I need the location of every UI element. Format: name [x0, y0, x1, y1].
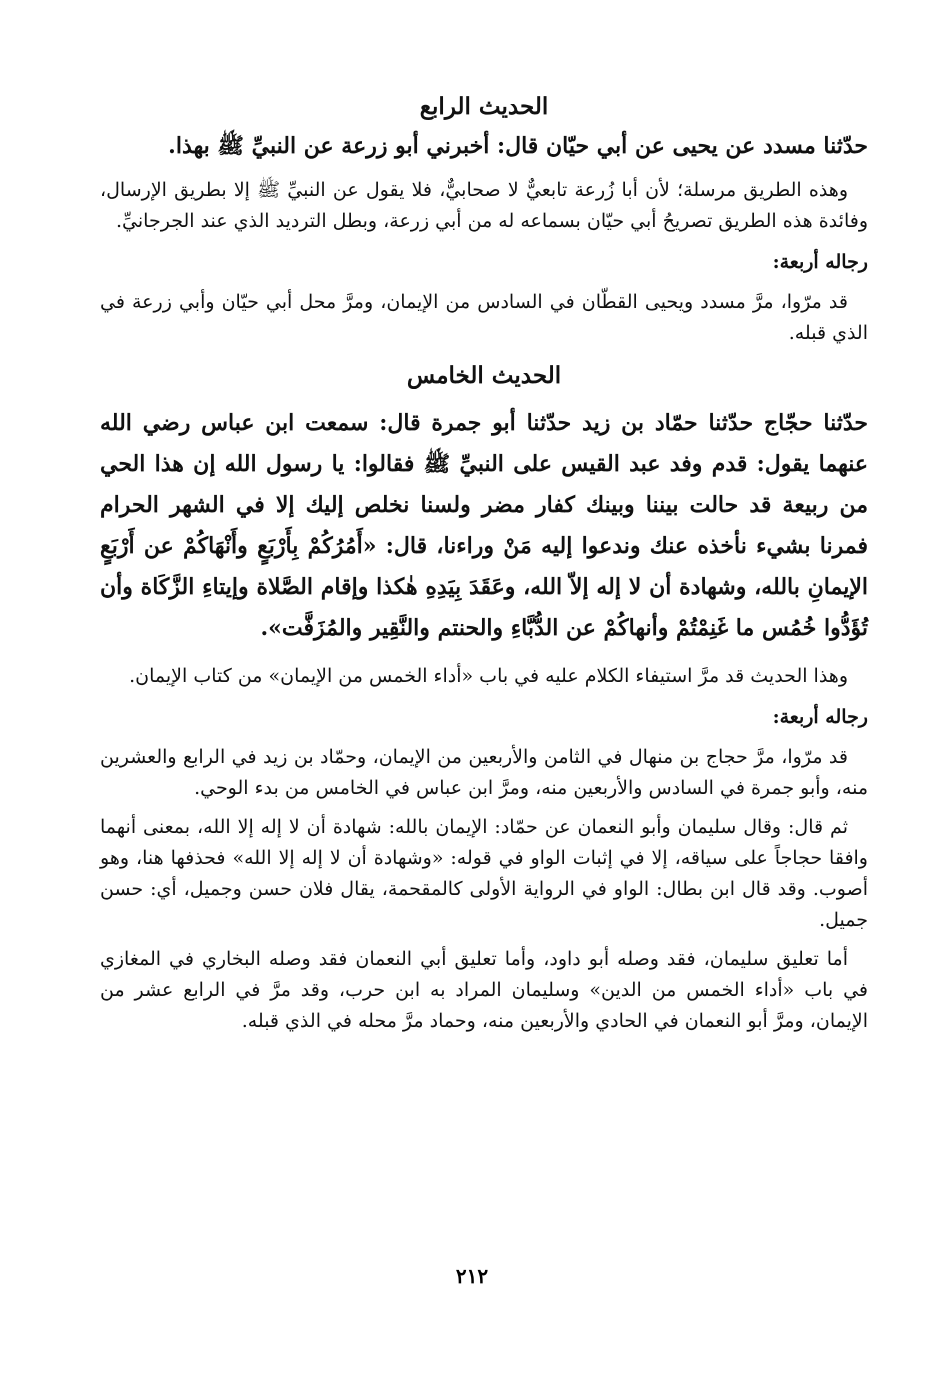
- spacer: [100, 237, 868, 245]
- spacer: [100, 395, 868, 403]
- hadith-text-fourth: حدّثنا مسدد عن يحيى عن أبي حيّان قال: أخبرني أبو زرعة عن النبيِّ ﷺ بهذا.: [168, 133, 868, 159]
- section-heading-fifth-hadith: الحديث الخامس: [406, 362, 562, 389]
- commentary-paragraph-4: أما تعليق سليمان، فقد وصله أبو داود، وأما تعليق أبي النعمان فقد وصله البخاري في المغازي في باب «أداء الخمس من الدين» وسليمان المراد به ابن حرب، وقد مرَّ في الرابع عشر من الإيمان، ومرَّ أبو النعمان في الحادي والأربعين منه، وحماد مرَّ محله في الذي قبله.: [100, 948, 868, 1032]
- spacer: [100, 349, 868, 357]
- spacer: [100, 649, 868, 661]
- commentary-paragraph-1: وهذه الطريق مرسلة؛ لأن أبا زُرعة تابعيٌّ لا صحابيٌّ، فلا يقول عن النبيِّ ﷺ إلا بطريق الإرسال، وفائدة هذه الطريق تصريحُ أبي حيّان بسماعه له من أبي زرعة، وبطل الترديد الذي عند الجرجانيِّ.: [100, 179, 868, 232]
- spacer: [100, 279, 868, 287]
- spacer: [100, 734, 868, 742]
- narrators-paragraph-2: قد مرّوا، مرَّ حجاج بن منهال في الثامن والأربعين من الإيمان، وحمّاد بن زيد في الرابع والعشرين منه، وأبو جمرة في السادس والأربعين منه، ومرَّ ابن عباس في الخامس من بدء الوحي.: [100, 746, 868, 799]
- narrators-subheading-1: رجاله أربعة:: [772, 251, 868, 273]
- commentary-paragraph-2: وهذا الحديث قد مرَّ استيفاء الكلام عليه في باب «أداء الخمس من الإيمان» من كتاب الإيمان.: [129, 665, 848, 687]
- page-number: ٢١٢: [455, 1266, 489, 1288]
- hadith-text-fifth: حدّثنا حجّاج حدّثنا حمّاد بن زيد حدّثنا أبو جمرة قال: سمعت ابن عباس رضي الله عنهما يقول: قدم وفد عبد القيس على النبيِّ ﷺ فقالوا: يا رسول الله إن هذا الحي من ربيعة قد حالت بيننا وبينك كفار مضر ولسنا نخلص إليك إلا في الشهر الحرام فمرنا بشيء نأخذه عنك وندعوا إليه مَنْ وراءنا، قال: «أَمُرُكُمْ بِأَرْبَعٍ وأَنْهَاكُمْ عن أَرْبَعٍ الإيمانِ بالله، وشهادة أن لا إله إلاّ الله، وعَقَدَ بِيَدِهِ هٰكذا وإقام الصَّلاة وإيتاءِ الزَّكَاة وأن تُؤَدُّوا خُمُس ما غَنِمْتُمْ وأنهاكُمْ عن الدُّبَّاءِ والحنتم والنَّقِير والمُزَفَّت».: [100, 410, 868, 641]
- narrators-paragraph-1: قد مرّوا، مرَّ مسدد ويحيى القطّان في السادس من الإيمان، ومرَّ محل أبي حيّان وأبي زرعة في الذي قبله.: [100, 291, 868, 344]
- spacer: [100, 692, 868, 700]
- spacer: [100, 936, 868, 944]
- section-heading-fourth-hadith: الحديث الرابع: [419, 93, 549, 120]
- narrators-subheading-2: رجاله أربعة:: [772, 706, 868, 728]
- spacer: [100, 167, 868, 175]
- spacer: [100, 804, 868, 812]
- commentary-paragraph-3: ثم قال: وقال سليمان وأبو النعمان عن حمّاد: الإيمان بالله: شهادة أن لا إله إلا الله، بمعنى أنهما وافقا حجاجاً على سياقه، إلا في إثبات الواو في قوله: «وشهادة أن لا إله إلا الله» فحذفها هنا، وهو أصوب. وقد قال ابن بطال: الواو في الرواية الأولى كالمقحمة، يقال فلان حسن وجميل، أي: حسن جميل.: [100, 816, 868, 931]
